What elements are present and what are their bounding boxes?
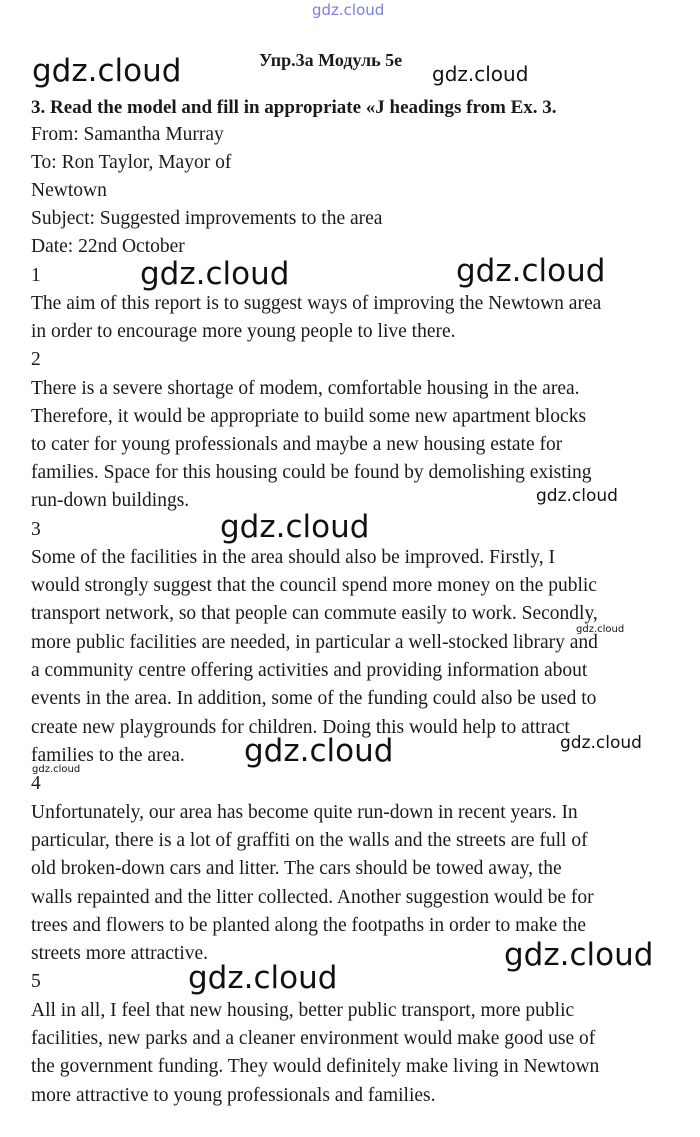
watermark: gdz.cloud <box>220 509 370 545</box>
watermark: gdz.cloud <box>32 764 81 775</box>
paragraph-line: to cater for young professionals and maybe a new housing estate for <box>31 434 563 455</box>
section-number: 3 <box>31 519 41 540</box>
watermark: gdz.cloud <box>432 62 529 86</box>
memo-from: From: Samantha Murray <box>31 124 224 145</box>
paragraph-line: streets more attractive. <box>31 943 209 964</box>
paragraph-line: Therefore, it would be appropriate to build some new apartment blocks <box>31 406 587 427</box>
watermark: gdz.cloud <box>140 256 290 292</box>
paragraph-line: create new playgrounds for children. Doing this would help to attract <box>31 717 570 738</box>
paragraph-line: more attractive to young professionals and families. <box>31 1085 436 1106</box>
paragraph-line: the government funding. They would definitely make living in Newtown <box>31 1056 600 1077</box>
exercise-title: Упр.3а Модуль 5е <box>259 50 403 70</box>
paragraph-line: transport network, so that people can commute easily to work. Secondly, <box>31 603 598 624</box>
watermark: gdz.cloud <box>456 253 606 289</box>
paragraph-line: The aim of this report is to suggest ways of improving the Newtown area <box>31 293 602 314</box>
watermark: gdz.cloud <box>188 960 338 996</box>
section-number: 5 <box>31 971 41 992</box>
paragraph-line: facilities, new parks and a cleaner environment would make good use of <box>31 1028 596 1049</box>
paragraph-line: walls repainted and the litter collected. Another suggestion would be for <box>31 887 594 908</box>
paragraph-line: more public facilities are needed, in particular a well-stocked library and <box>31 632 598 653</box>
watermark-top: gdz.cloud <box>312 1 385 19</box>
section-number: 1 <box>31 265 41 286</box>
paragraph-line: events in the area. In addition, some of the funding could also be used to <box>31 688 597 709</box>
memo-subject: Subject: Suggested improvements to the area <box>31 208 383 229</box>
paragraph-line: old broken-down cars and litter. The cars should be towed away, the <box>31 858 562 879</box>
paragraph-line: Unfortunately, our area has become quite run-down in recent years. In <box>31 802 578 823</box>
paragraph-line: families to the area. <box>31 745 185 766</box>
watermark: gdz.cloud <box>576 624 625 635</box>
paragraph-line: families. Space for this housing could be found by demolishing existing <box>31 462 592 483</box>
paragraph-line: in order to encourage more young people to live there. <box>31 321 456 342</box>
memo-date: Date: 22nd October <box>31 236 185 257</box>
paragraph-line: trees and flowers to be planted along the footpaths in order to make the <box>31 915 587 936</box>
paragraph-line: Some of the facilities in the area should also be improved. Firstly, I <box>31 547 556 568</box>
watermark: gdz.cloud <box>536 486 618 506</box>
task-heading: 3. Read the model and fill in appropriate «J headings from Ex. 3. <box>31 97 557 118</box>
section-number: 4 <box>31 773 41 794</box>
memo-to-continued: Newtown <box>31 180 107 201</box>
paragraph-line: There is a severe shortage of modem, comfortable housing in the area. <box>31 378 580 399</box>
paragraph-line: particular, there is a lot of graffiti on the walls and the streets are full of <box>31 830 588 851</box>
section-number: 2 <box>31 349 41 370</box>
paragraph-line: All in all, I feel that new housing, better public transport, more public <box>31 1000 575 1021</box>
paragraph-line: run-down buildings. <box>31 490 190 511</box>
paragraph-line: a community centre offering activities and providing information about <box>31 660 588 681</box>
watermark: gdz.cloud <box>32 53 182 89</box>
watermark: gdz.cloud <box>504 937 654 973</box>
memo-to: To: Ron Taylor, Mayor of <box>31 152 232 173</box>
watermark: gdz.cloud <box>244 733 394 769</box>
paragraph-line: would strongly suggest that the council spend more money on the public <box>31 575 597 596</box>
watermark: gdz.cloud <box>560 733 642 753</box>
